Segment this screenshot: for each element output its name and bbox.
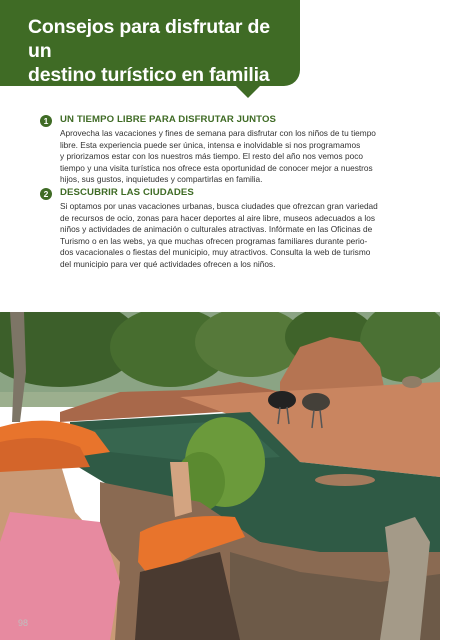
page-title-line-2: destino turístico en familia — [28, 64, 270, 86]
body-line: de recursos de ocio, zonas para hacer deportes al aire libre, museos adecuados a los — [60, 212, 376, 223]
zoo-family-photo — [0, 312, 440, 640]
body-line: Si optamos por unas vacaciones urbanas, busca ciudades que ofrezcan gran variedad — [60, 201, 378, 211]
section-number-badge: 2 — [40, 188, 52, 200]
page-number: 98 — [18, 618, 29, 628]
body-line: del municipio para ver qué actividades ofrecen a los niños. — [60, 258, 276, 269]
page-title-line-1: Consejos para disfrutar de un — [28, 16, 270, 62]
body-line: Turismo o en las webs, ya que muchas ofrecen programas familiares durante perio- — [60, 235, 368, 246]
body-line: dos vacacionales o fiestas del municipio, muy atractivos. Consulta la web de turismo — [60, 247, 371, 258]
body-line: y priorizamos estar con los nuestros más tiempo. El resto del año nos vemos poco — [60, 151, 363, 162]
body-line: libre. Esta experiencia puede ser única, intensa e inolvidable si nos programamos — [60, 139, 361, 150]
section-heading: UN TIEMPO LIBRE PARA DISFRUTAR JUNTOS — [60, 114, 277, 125]
body-line: tiempo y una visita turística nos ofrece esta oportunidad de conocer mejor a nuestros — [60, 162, 373, 173]
section-number-badge: 1 — [40, 115, 52, 127]
section-body — [60, 201, 404, 271]
body-line: hijos, sus gustos, inquietudes y compartirlas en familia. — [60, 174, 263, 185]
section-body — [60, 128, 404, 186]
title-banner — [0, 0, 300, 86]
page-title — [28, 15, 290, 87]
body-line: niños y actividades de animación o culturales atractivas. Infórmate en las Oficinas de — [60, 224, 373, 235]
photo-illustration — [0, 312, 440, 640]
section-heading: DESCUBRIR LAS CIUDADES — [60, 187, 194, 198]
body-line: Aprovecha las vacaciones y fines de semana para disfrutar con los niños de tu tiempo — [60, 128, 376, 138]
